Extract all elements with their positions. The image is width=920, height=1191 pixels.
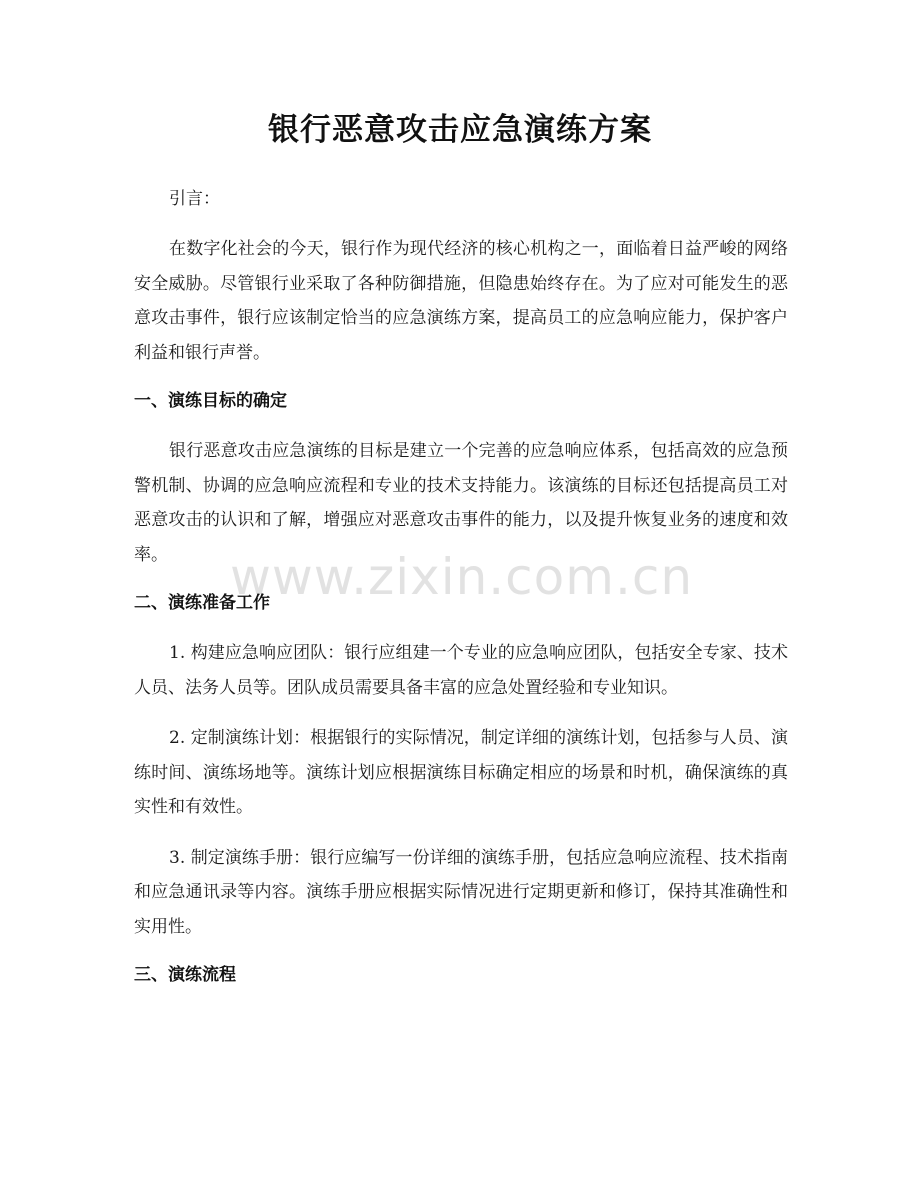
section-heading-2: 二、演练准备工作 xyxy=(134,593,270,613)
section-heading-3: 三、演练流程 xyxy=(134,965,236,985)
section-1-paragraph-1: 银行恶意攻击应急演练的目标是建立一个完善的应急响应体系，包括高效的应急预警机制、协调的应急响应流程和专业的技术支持能力。该演练的目标还包括提高员工对恶意攻击的认识和了解，增强应对恶意攻击事件的能力，以及提升恢复业务的速度和效率。 xyxy=(134,441,788,565)
watermark: www.zixin.com.cn xyxy=(230,548,694,606)
document-title: 银行恶意攻击应急演练方案 xyxy=(268,112,652,148)
section-heading-1: 一、演练目标的确定 xyxy=(134,391,287,411)
section-2-paragraph-1: 1. 构建应急响应团队：银行应组建一个专业的应急响应团队，包括安全专家、技术人员、法务人员等。团队成员需要具备丰富的应急处置经验和专业知识。 xyxy=(134,643,788,698)
intro-label: 引言： xyxy=(169,189,220,209)
section-2-paragraph-2: 2. 定制演练计划：根据银行的实际情况，制定详细的演练计划，包括参与人员、演练时间、演练场地等。演练计划应根据演练目标确定相应的场景和时机，确保演练的真实性和有效性。 xyxy=(134,728,788,817)
document-body xyxy=(134,182,788,1008)
intro-paragraph: 在数字化社会的今天，银行作为现代经济的核心机构之一，面临着日益严峻的网络安全威胁。尽管银行业采取了各种防御措施，但隐患始终存在。为了应对可能发生的恶意攻击事件，银行应该制定恰当的应急演练方案，提高员工的应急响应能力，保护客户利益和银行声誉。 xyxy=(134,239,788,363)
section-2-paragraph-3: 3. 制定演练手册：银行应编写一份详细的演练手册，包括应急响应流程、技术指南和应急通讯录等内容。演练手册应根据实际情况进行定期更新和修订，保持其准确性和实用性。 xyxy=(134,847,788,937)
